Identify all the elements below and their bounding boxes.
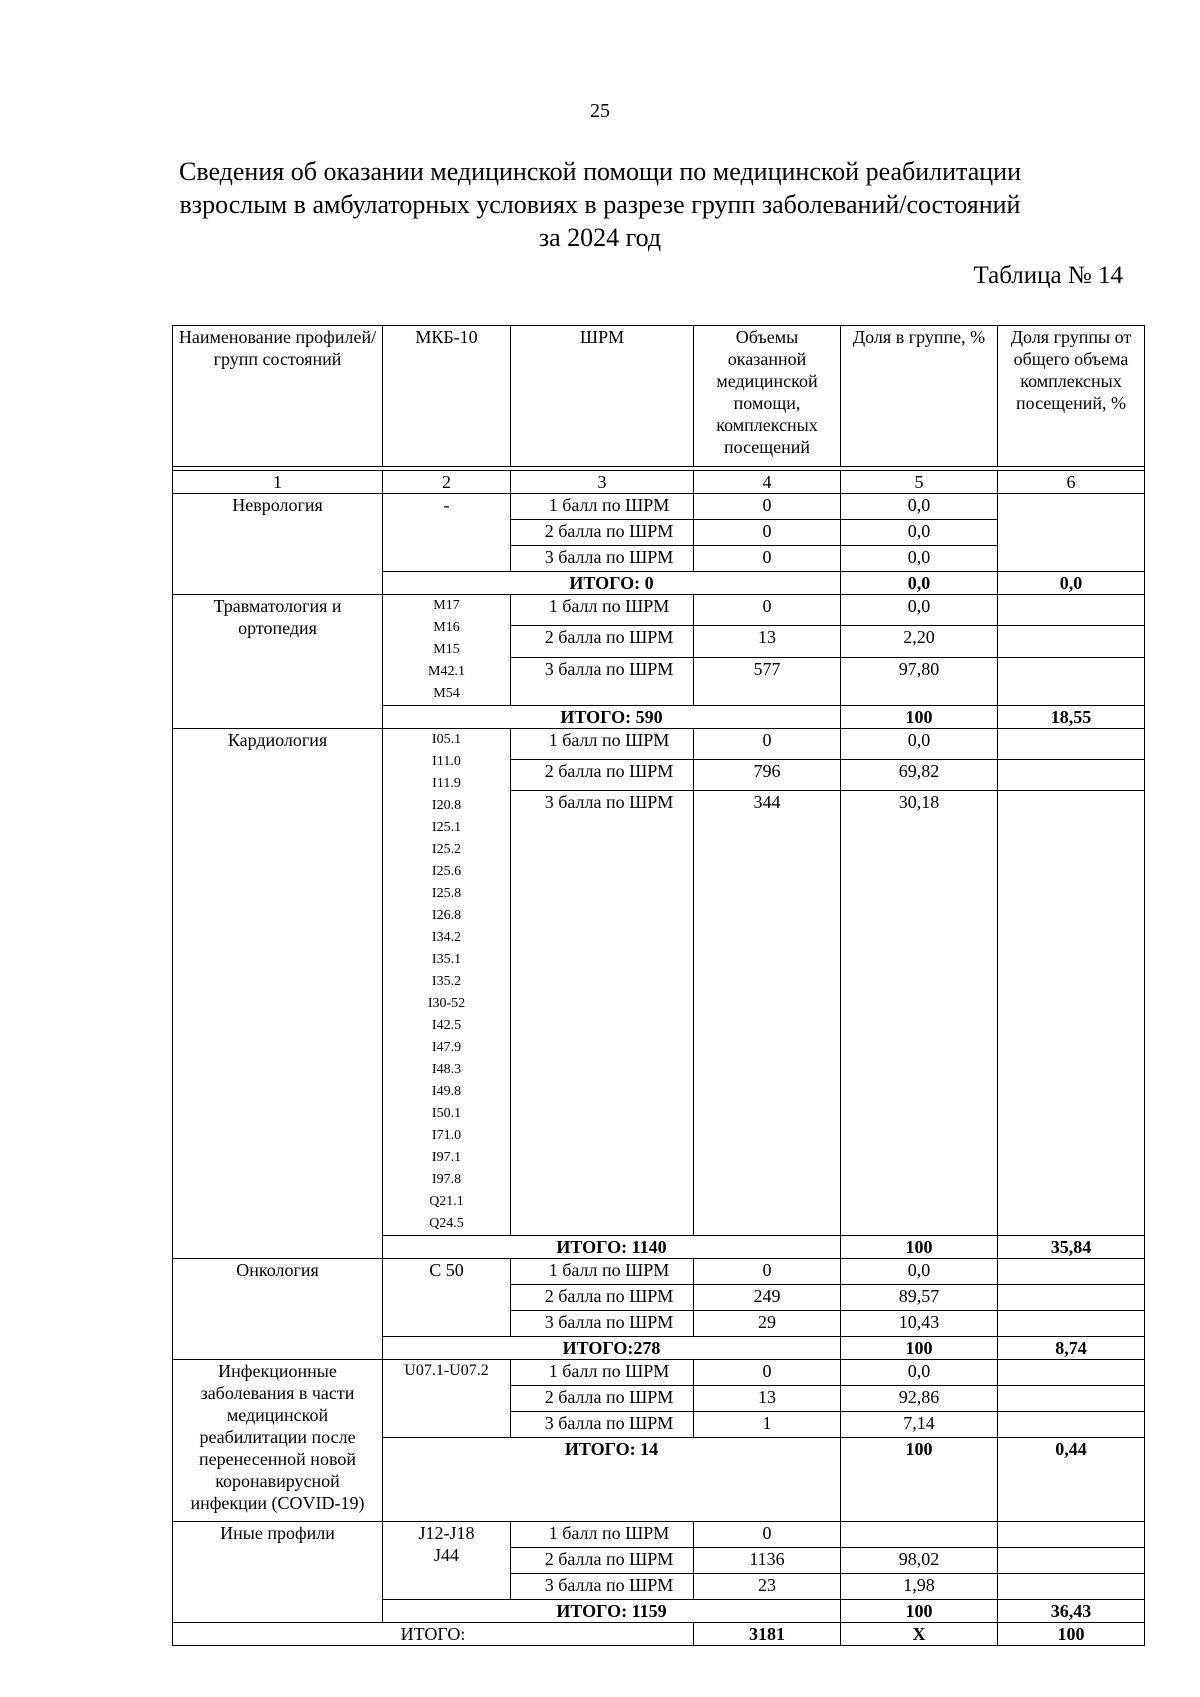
share-cell — [998, 1574, 1145, 1600]
shrm-cell: 3 балла по ШРМ — [511, 657, 694, 705]
shrm-cell: 3 балла по ШРМ — [511, 1574, 694, 1600]
share-cell — [998, 1522, 1145, 1548]
subtotal-share: 36,43 — [998, 1600, 1145, 1623]
share-cell — [998, 1412, 1145, 1438]
table-row — [173, 494, 1145, 520]
subtotal-label: ИТОГО: 14 — [383, 1438, 841, 1522]
share-cell — [998, 595, 1145, 626]
subtotal-percent: 100 — [841, 706, 998, 729]
subtotal-label: ИТОГО: 1140 — [383, 1236, 841, 1259]
icd-codes: U07.1-U07.2 — [383, 1360, 511, 1438]
volume-cell: 0 — [694, 1360, 841, 1386]
group-name: Иные профили — [173, 1522, 383, 1623]
grand-total-percent: X — [841, 1623, 998, 1646]
percent-cell: 89,57 — [841, 1285, 998, 1311]
col-number: 2 — [383, 471, 511, 494]
shrm-cell: 1 балл по ШРМ — [511, 595, 694, 626]
share-cell — [998, 494, 1145, 572]
subtotal-share: 35,84 — [998, 1236, 1145, 1259]
volume-cell: 0 — [694, 1259, 841, 1285]
subtotal-percent: 100 — [841, 1600, 998, 1623]
table-row — [173, 595, 1145, 626]
grand-total-label: ИТОГО: — [173, 1623, 694, 1646]
header-col6: Доля группы от общего объема комплексных посещений, % — [998, 326, 1145, 467]
shrm-cell: 2 балла по ШРМ — [511, 759, 694, 790]
volume-cell: 0 — [694, 729, 841, 760]
percent-cell: 10,43 — [841, 1311, 998, 1337]
percent-cell: 69,82 — [841, 759, 998, 790]
shrm-cell: 2 балла по ШРМ — [511, 626, 694, 657]
subtotal-percent: 100 — [841, 1337, 998, 1360]
icd-codes: С 50 — [383, 1259, 511, 1337]
group-name: Онкология — [173, 1259, 383, 1360]
icd-codes: I05.1 I11.0 I11.9 I20.8 I25.1 I25.2 I25.6 I25.8 I26.8 I34.2 I35.1 I35.2 I30-52 I42.5 I47.9 I48.3 I49.8 I50.1 I71.0 I97.1 I97.8 Q21.1 Q24.5 — [383, 729, 511, 1236]
table-row — [173, 1259, 1145, 1285]
subtotal-label: ИТОГО: 0 — [383, 572, 841, 595]
percent-cell: 1,98 — [841, 1574, 998, 1600]
share-cell — [998, 759, 1145, 790]
volume-cell: 0 — [694, 520, 841, 546]
volume-cell: 577 — [694, 657, 841, 705]
table-row — [173, 729, 1145, 760]
share-cell — [998, 790, 1145, 1235]
share-cell — [998, 1386, 1145, 1412]
shrm-cell: 2 балла по ШРМ — [511, 520, 694, 546]
shrm-cell: 1 балл по ШРМ — [511, 1522, 694, 1548]
table-row — [173, 1360, 1145, 1386]
percent-cell: 97,80 — [841, 657, 998, 705]
subtotal-share: 18,55 — [998, 706, 1145, 729]
volume-cell: 1 — [694, 1412, 841, 1438]
percent-cell: 7,14 — [841, 1412, 998, 1438]
group-name: Кардиология — [173, 729, 383, 1259]
header-col2: МКБ-10 — [383, 326, 511, 467]
title-line-1: Сведения об оказании медицинской помощи по медицинской реабилитации — [179, 157, 1021, 186]
col-number: 1 — [173, 471, 383, 494]
shrm-cell: 1 балл по ШРМ — [511, 1360, 694, 1386]
percent-cell: 0,0 — [841, 546, 998, 572]
percent-cell: 0,0 — [841, 595, 998, 626]
header-row — [173, 326, 1145, 467]
shrm-cell: 3 балла по ШРМ — [511, 546, 694, 572]
percent-cell: 0,0 — [841, 1259, 998, 1285]
share-cell — [998, 1285, 1145, 1311]
col-number: 5 — [841, 471, 998, 494]
table-label: Таблица № 14 — [973, 262, 1123, 289]
volume-cell: 796 — [694, 759, 841, 790]
subtotal-share: 0,0 — [998, 572, 1145, 595]
grand-total-row — [173, 1623, 1145, 1646]
shrm-cell: 3 балла по ШРМ — [511, 790, 694, 1235]
volume-cell: 344 — [694, 790, 841, 1235]
shrm-cell: 2 балла по ШРМ — [511, 1285, 694, 1311]
percent-cell: 0,0 — [841, 494, 998, 520]
share-cell — [998, 626, 1145, 657]
volume-cell: 0 — [694, 494, 841, 520]
percent-cell: 30,18 — [841, 790, 998, 1235]
shrm-cell: 3 балла по ШРМ — [511, 1412, 694, 1438]
share-cell — [998, 1311, 1145, 1337]
subtotal-label: ИТОГО: 1159 — [383, 1600, 841, 1623]
percent-cell: 0,0 — [841, 520, 998, 546]
grand-total-value: 3181 — [694, 1623, 841, 1646]
col-number: 4 — [694, 471, 841, 494]
subtotal-percent: 0,0 — [841, 572, 998, 595]
share-cell — [998, 729, 1145, 760]
subtotal-share: 8,74 — [998, 1337, 1145, 1360]
header-col1: Наименование профилей/групп состояний — [173, 326, 383, 467]
shrm-cell: 3 балла по ШРМ — [511, 1311, 694, 1337]
icd-codes: M17 M16 M15 M42.1 M54 — [383, 595, 511, 706]
volume-cell: 1136 — [694, 1548, 841, 1574]
percent-cell: 92,86 — [841, 1386, 998, 1412]
percent-cell: 0,0 — [841, 1360, 998, 1386]
volume-cell: 0 — [694, 546, 841, 572]
shrm-cell: 2 балла по ШРМ — [511, 1386, 694, 1412]
grand-total-share: 100 — [998, 1623, 1145, 1646]
header-col5: Доля в группе, % — [841, 326, 998, 467]
share-cell — [998, 657, 1145, 705]
subtotal-label: ИТОГО: 590 — [383, 706, 841, 729]
column-number-row — [173, 471, 1145, 494]
share-cell — [998, 1259, 1145, 1285]
volume-cell: 0 — [694, 595, 841, 626]
document-title — [150, 155, 1050, 254]
share-cell — [998, 1360, 1145, 1386]
percent-cell: 2,20 — [841, 626, 998, 657]
percent-cell: 98,02 — [841, 1548, 998, 1574]
volume-cell: 23 — [694, 1574, 841, 1600]
table-row — [173, 1522, 1145, 1548]
icd-codes: - — [383, 494, 511, 572]
page-number: 25 — [590, 100, 610, 122]
col-number: 6 — [998, 471, 1145, 494]
rehab-table — [172, 325, 1145, 1646]
subtotal-share: 0,44 — [998, 1438, 1145, 1522]
shrm-cell: 1 балл по ШРМ — [511, 729, 694, 760]
group-name: Инфекционные заболевания в части медицинской реабилитации после перенесенной новой коронавирусной инфекции (COVID-19) — [173, 1360, 383, 1522]
icd-codes: J12-J18 J44 — [383, 1522, 511, 1600]
shrm-cell: 1 балл по ШРМ — [511, 494, 694, 520]
percent-cell: 0,0 — [841, 729, 998, 760]
title-line-2: взрослым в амбулаторных условиях в разрезе групп заболеваний/состояний — [179, 190, 1021, 219]
volume-cell: 13 — [694, 1386, 841, 1412]
volume-cell: 249 — [694, 1285, 841, 1311]
subtotal-label: ИТОГО:278 — [383, 1337, 841, 1360]
header-col3: ШРМ — [511, 326, 694, 467]
header-col4: Объемы оказанной медицинской помощи, комплексных посещений — [694, 326, 841, 467]
col-number: 3 — [511, 471, 694, 494]
percent-cell — [841, 1522, 998, 1548]
group-name: Травматология и ортопедия — [173, 595, 383, 729]
volume-cell: 13 — [694, 626, 841, 657]
share-cell — [998, 1548, 1145, 1574]
subtotal-percent: 100 — [841, 1236, 998, 1259]
shrm-cell: 2 балла по ШРМ — [511, 1548, 694, 1574]
shrm-cell: 1 балл по ШРМ — [511, 1259, 694, 1285]
title-line-3: за 2024 год — [538, 223, 662, 252]
volume-cell: 0 — [694, 1522, 841, 1548]
volume-cell: 29 — [694, 1311, 841, 1337]
subtotal-percent: 100 — [841, 1438, 998, 1522]
group-name: Неврология — [173, 494, 383, 595]
